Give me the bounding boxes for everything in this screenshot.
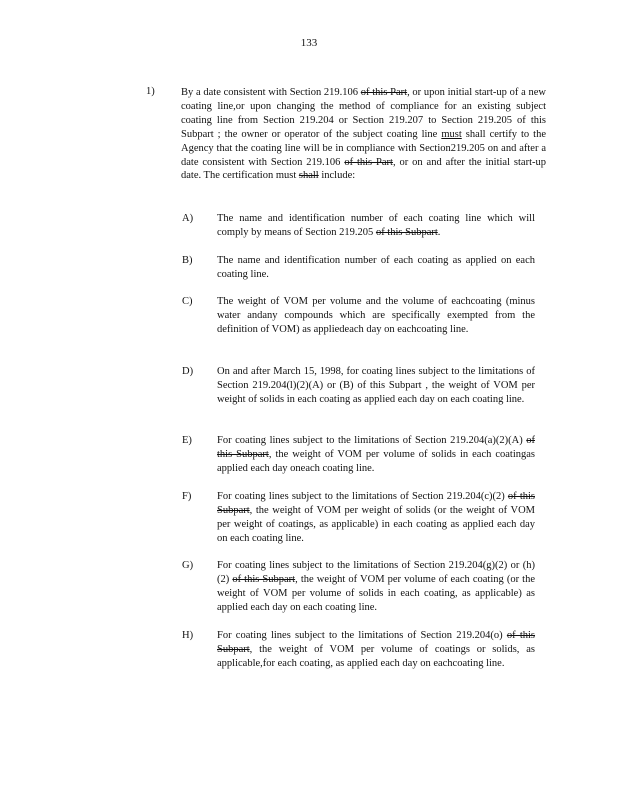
- subitem-label: F): [182, 491, 192, 502]
- subitem-label: C): [182, 296, 193, 307]
- subitem-text-before: For coating lines subject to the limitations of Section 219.204(a)(2)(A): [217, 435, 527, 446]
- subitem-text-before: On and after March 15, 1998, for coating lines subject to the limitations of Section 219.204(l)(2)(A) or (B) of this Subpart , the weight of VOM per weight of solids in each coating as applied each day on each coating line.: [217, 366, 535, 405]
- subitem-text-after: , the weight of VOM per volume of solids in each coatingas applied each day oneach coating line.: [217, 448, 535, 474]
- subitem-text: [217, 559, 535, 615]
- subitem-text-after: , the weight of VOM per weight of solids (or the weight of VOM per weight of coatings, as applicable) in each coating as applied each day on each coating line.: [217, 504, 535, 544]
- subitem-text-before: For coating lines subject to the limitations of Section 219.204(o): [217, 630, 507, 641]
- subitem-text: [217, 212, 535, 240]
- subitem-strike: of this Subpart: [217, 630, 536, 655]
- subitem-text-before: For coating lines subject to the limitations of Section 219.204(c)(2): [217, 491, 508, 502]
- subitem-strike: of this Subpart: [232, 573, 296, 585]
- intro-text-1: By a date consistent with Section 219.106: [181, 87, 361, 98]
- item-1-intro: [181, 86, 546, 183]
- subitem-text: [217, 365, 535, 407]
- subitem-label: E): [182, 435, 192, 446]
- subitem-text-after: , the weight of VOM per volume of each coating (or the weight of VOM per volume of solids in each coating, as applicable) as applied each day on each coating line.: [217, 573, 535, 613]
- intro-text-2: , or upon initial start-up of a new coating line,or upon changing the method of compliance for an existing subject coating line from Section 219.204 or Section 219.207 to Section 219.205 of this Subpart ; the owner or operator of the subject coating line: [181, 87, 547, 140]
- intro-text-4: , or on and after the initial start-up date. The certification must: [181, 156, 546, 182]
- subitem-text-before: The name and identification number of each coating line which will comply by means of Section 219.205: [217, 213, 535, 238]
- subitem-strike: of this Subpart: [217, 435, 535, 460]
- subitem-strike: of this Subpart: [375, 226, 438, 238]
- subitem-label: D): [182, 366, 194, 377]
- intro-underline-1: must: [441, 128, 462, 140]
- intro-strike-1: of this Part: [360, 87, 408, 98]
- subitem-text: [217, 434, 535, 476]
- subitem-text: [217, 629, 535, 671]
- subitem-text: [217, 490, 535, 546]
- subitem-label: B): [182, 255, 193, 266]
- item-1-marker: 1): [146, 86, 155, 97]
- subitem-text: [217, 254, 535, 282]
- subitem-text-after: .: [437, 226, 441, 238]
- subitem-text: [217, 295, 535, 337]
- page-number: 133: [300, 37, 318, 49]
- subitem-label: H): [182, 630, 194, 641]
- subitem-text-before: For coating lines subject to the limitations of Section 219.204(g)(2) or (h)(2): [217, 560, 535, 585]
- subitem-text-before: The weight of VOM per volume and the volume of eachcoating (minus water andany compounds which are specifically exempted from the definition of VOM) as appliedeach day on eachcoating line.: [217, 296, 535, 335]
- subitem-label: G): [182, 560, 194, 571]
- subitem-text-after: , the weight of VOM per volume of coatings or solids, as applicable,for each coating, as applied each day on eachcoating line.: [217, 643, 535, 669]
- intro-text-3: shall certify to the Agency that the coating line will be in compliance with Section219.205 on and after a date consistent with Section 219.106: [181, 128, 546, 168]
- subitem-text-before: The name and identification number of each coating as applied on each coating line.: [217, 255, 535, 280]
- intro-strike-2: of this Part: [344, 156, 393, 168]
- subitem-strike: of this Subpart: [217, 491, 535, 516]
- intro-text-5: include:: [318, 170, 356, 182]
- intro-strike-3: shall: [298, 170, 319, 182]
- subitem-label: A): [182, 213, 194, 224]
